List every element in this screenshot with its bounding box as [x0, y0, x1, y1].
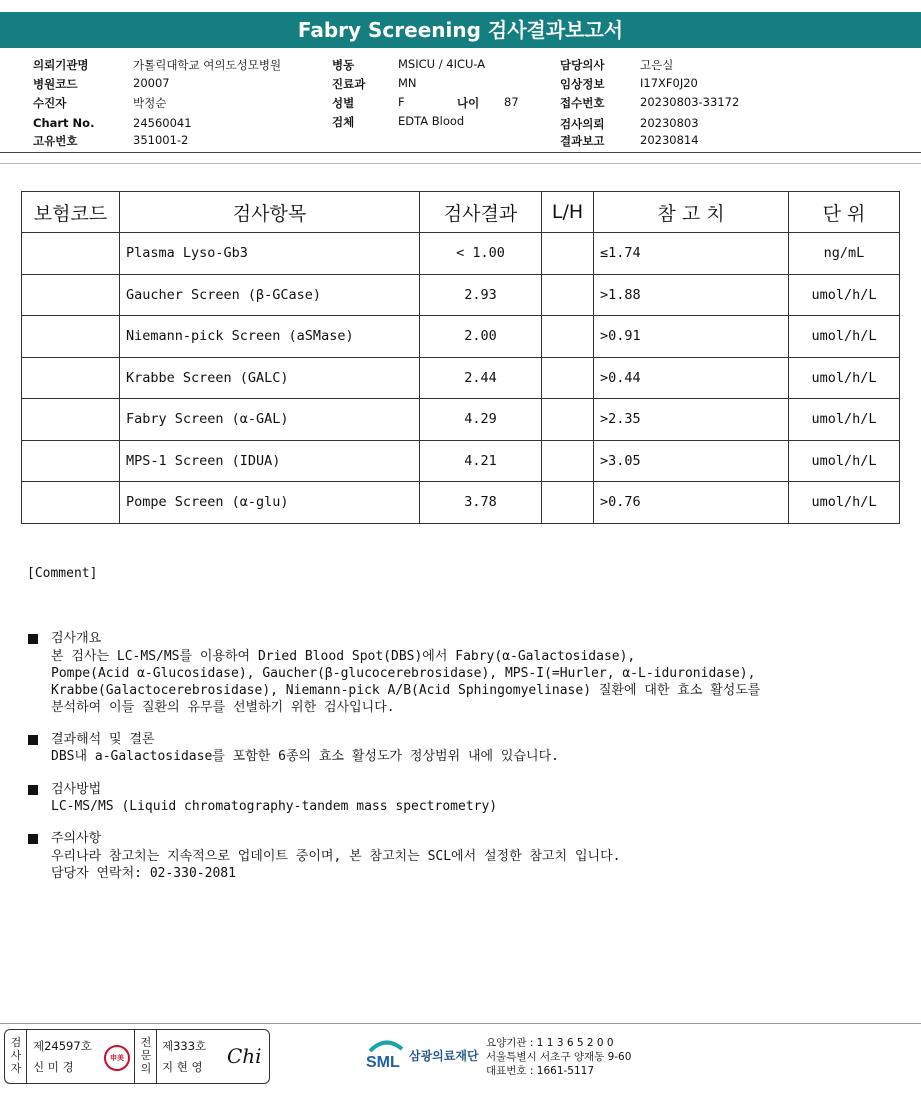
sex: F	[398, 95, 405, 109]
header-divider-light	[0, 163, 921, 164]
cell-lh	[542, 357, 594, 399]
cell-code	[22, 482, 120, 524]
cell-lh	[542, 274, 594, 316]
cell-code	[22, 357, 120, 399]
meta-label: 검사의뢰	[560, 117, 605, 131]
col-header-result: 검사결과	[420, 192, 542, 233]
signature-icon: Chi	[227, 1044, 262, 1068]
specimen: EDTA Blood	[398, 114, 465, 128]
institution-name: 가톨릭대학교 여의도성모병원	[133, 58, 282, 72]
tester-number: 제24597호	[33, 1039, 92, 1053]
meta-label: 임상정보	[560, 77, 605, 91]
table-row	[22, 274, 900, 316]
org-address: 서울특별시 서초구 양재동 9-60	[486, 1051, 632, 1063]
footer-divider	[0, 1023, 921, 1024]
section-title: 검사개요	[51, 631, 102, 646]
specialist-number: 제333호	[162, 1039, 207, 1053]
cell-lh	[542, 233, 594, 275]
meta-label: 병동	[332, 58, 355, 72]
bullet-icon	[28, 785, 38, 795]
org-name: 삼광의료재단	[409, 1049, 479, 1063]
meta-label: 성별	[332, 96, 355, 110]
cell-lh	[542, 316, 594, 358]
tester-label: 검사자	[10, 1036, 22, 1075]
age: 87	[504, 95, 519, 109]
cell-result: 2.44	[420, 357, 542, 399]
meta-label: 진료과	[332, 77, 366, 91]
col-header-unit: 단 위	[789, 192, 900, 233]
svg-text:SML: SML	[366, 1054, 400, 1071]
section-title: 검사방법	[51, 782, 102, 797]
section-line: Krabbe(Galactocerebrosidase), Niemann-pick A/B(Acid Sphingomyelinase) 질환에 대한 효소 활성도를	[51, 683, 761, 698]
cell-code	[22, 316, 120, 358]
cell-code	[22, 233, 120, 275]
results-table	[21, 191, 900, 524]
specialist-name: 지 현 영	[162, 1060, 203, 1074]
divider	[26, 1030, 27, 1083]
cell-ref: >0.44	[594, 357, 789, 399]
col-header-item: 검사항목	[120, 192, 420, 233]
section-title: 결과해석 및 결론	[51, 732, 155, 747]
header-divider	[0, 152, 921, 153]
meta-label: 나이	[457, 96, 480, 110]
cell-ref: >0.76	[594, 482, 789, 524]
meta-label: 검체	[332, 115, 355, 129]
table-header-row	[22, 192, 900, 233]
section-line: Pompe(Acid α-Glucosidase), Gaucher(β-glucocerebrosidase), MPS-I(=Hurler, α-L-iduronidase),	[51, 666, 756, 681]
cell-item: Pompe Screen (α-glu)	[120, 482, 420, 524]
cell-result: 2.00	[420, 316, 542, 358]
cell-ref: ≤1.74	[594, 233, 789, 275]
section-line: 담당자 연락처: 02-330-2081	[51, 866, 236, 881]
clinical-info: I17XF0J20	[640, 76, 698, 90]
comment-label: [Comment]	[27, 566, 98, 581]
table-row	[22, 482, 900, 524]
cell-code	[22, 274, 120, 316]
cell-item: Krabbe Screen (GALC)	[120, 357, 420, 399]
table-row	[22, 357, 900, 399]
cell-item: MPS-1 Screen (IDUA)	[120, 440, 420, 482]
seal-icon: 申美	[104, 1045, 130, 1071]
ward: MSICU / 4ICU-A	[398, 57, 486, 71]
table-row	[22, 233, 900, 275]
meta-row: 의뢰기관명	[33, 58, 89, 72]
cell-result: < 1.00	[420, 233, 542, 275]
section-line: LC-MS/MS (Liquid chromatography-tandem mass spectrometry)	[51, 799, 498, 814]
tester-name: 신 미 경	[33, 1060, 74, 1074]
cell-lh	[542, 440, 594, 482]
col-header-ref: 참 고 치	[594, 192, 789, 233]
cell-ref: >3.05	[594, 440, 789, 482]
cell-unit: umol/h/L	[789, 274, 900, 316]
cell-unit: umol/h/L	[789, 316, 900, 358]
col-header-lh: L/H	[542, 192, 594, 233]
department: MN	[398, 76, 417, 90]
doctor: 고은실	[640, 58, 674, 72]
report-date: 20230814	[640, 133, 699, 147]
divider	[134, 1030, 135, 1083]
receipt-number: 20230803-33172	[640, 95, 740, 109]
cell-code	[22, 440, 120, 482]
meta-label: 결과보고	[560, 134, 605, 148]
sml-logo-icon	[366, 1037, 406, 1073]
cell-item: Niemann-pick Screen (aSMase)	[120, 316, 420, 358]
table-row	[22, 399, 900, 441]
meta-row: 수진자	[33, 96, 67, 110]
cell-unit: ng/mL	[789, 233, 900, 275]
section-line: 분석하여 이들 질환의 유무를 선별하기 위한 검사입니다.	[51, 700, 395, 715]
cell-unit: umol/h/L	[789, 482, 900, 524]
patient-name: 박정순	[133, 96, 167, 110]
divider	[156, 1030, 157, 1083]
cell-code	[22, 399, 120, 441]
cell-lh	[542, 482, 594, 524]
cell-unit: umol/h/L	[789, 357, 900, 399]
unique-number: 351001-2	[133, 133, 189, 147]
meta-row: Chart No.	[33, 116, 95, 130]
cell-item: Plasma Lyso-Gb3	[120, 233, 420, 275]
cell-result: 2.93	[420, 274, 542, 316]
table-row	[22, 440, 900, 482]
bullet-icon	[28, 735, 38, 745]
meta-label: 접수번호	[560, 96, 605, 110]
org-phone: 대표번호 : 1661-5117	[486, 1065, 595, 1077]
cell-ref: >2.35	[594, 399, 789, 441]
section-line: 우리나라 참고치는 지속적으로 업데이트 중이며, 본 참고치는 SCL에서 설정한 참고치 입니다.	[51, 849, 621, 864]
section-title: 주의사항	[51, 831, 102, 846]
meta-row: 고유번호	[33, 134, 78, 148]
signature-box	[4, 1029, 270, 1084]
specialist-label: 전문의	[140, 1036, 152, 1075]
meta-label: 담당의사	[560, 58, 605, 72]
meta-row: 병원코드	[33, 77, 78, 91]
cell-ref: >0.91	[594, 316, 789, 358]
cell-ref: >1.88	[594, 274, 789, 316]
hospital-code: 20007	[133, 76, 170, 90]
cell-lh	[542, 399, 594, 441]
bullet-icon	[28, 834, 38, 844]
section-line: DBS내 a-Galactosidase를 포함한 6종의 효소 활성도가 정상범위 내에 있습니다.	[51, 749, 559, 764]
sml-logo	[366, 1037, 406, 1077]
cell-result: 3.78	[420, 482, 542, 524]
table-row	[22, 316, 900, 358]
bullet-icon	[28, 634, 38, 644]
report-title: Fabry Screening 검사결과보고서	[0, 12, 921, 48]
section-line: 본 검사는 LC-MS/MS를 이용하여 Dried Blood Spot(DBS)에서 Fabry(α-Galactosidase),	[51, 649, 636, 664]
request-date: 20230803	[640, 116, 699, 130]
cell-result: 4.29	[420, 399, 542, 441]
cell-unit: umol/h/L	[789, 440, 900, 482]
cell-item: Gaucher Screen (β-GCase)	[120, 274, 420, 316]
chart-number: 24560041	[133, 116, 192, 130]
col-header-code: 보험코드	[22, 192, 120, 233]
cell-result: 4.21	[420, 440, 542, 482]
cell-item: Fabry Screen (α-GAL)	[120, 399, 420, 441]
cell-unit: umol/h/L	[789, 399, 900, 441]
org-code: 요양기관 : 1 1 3 6 5 2 0 0	[486, 1037, 614, 1049]
